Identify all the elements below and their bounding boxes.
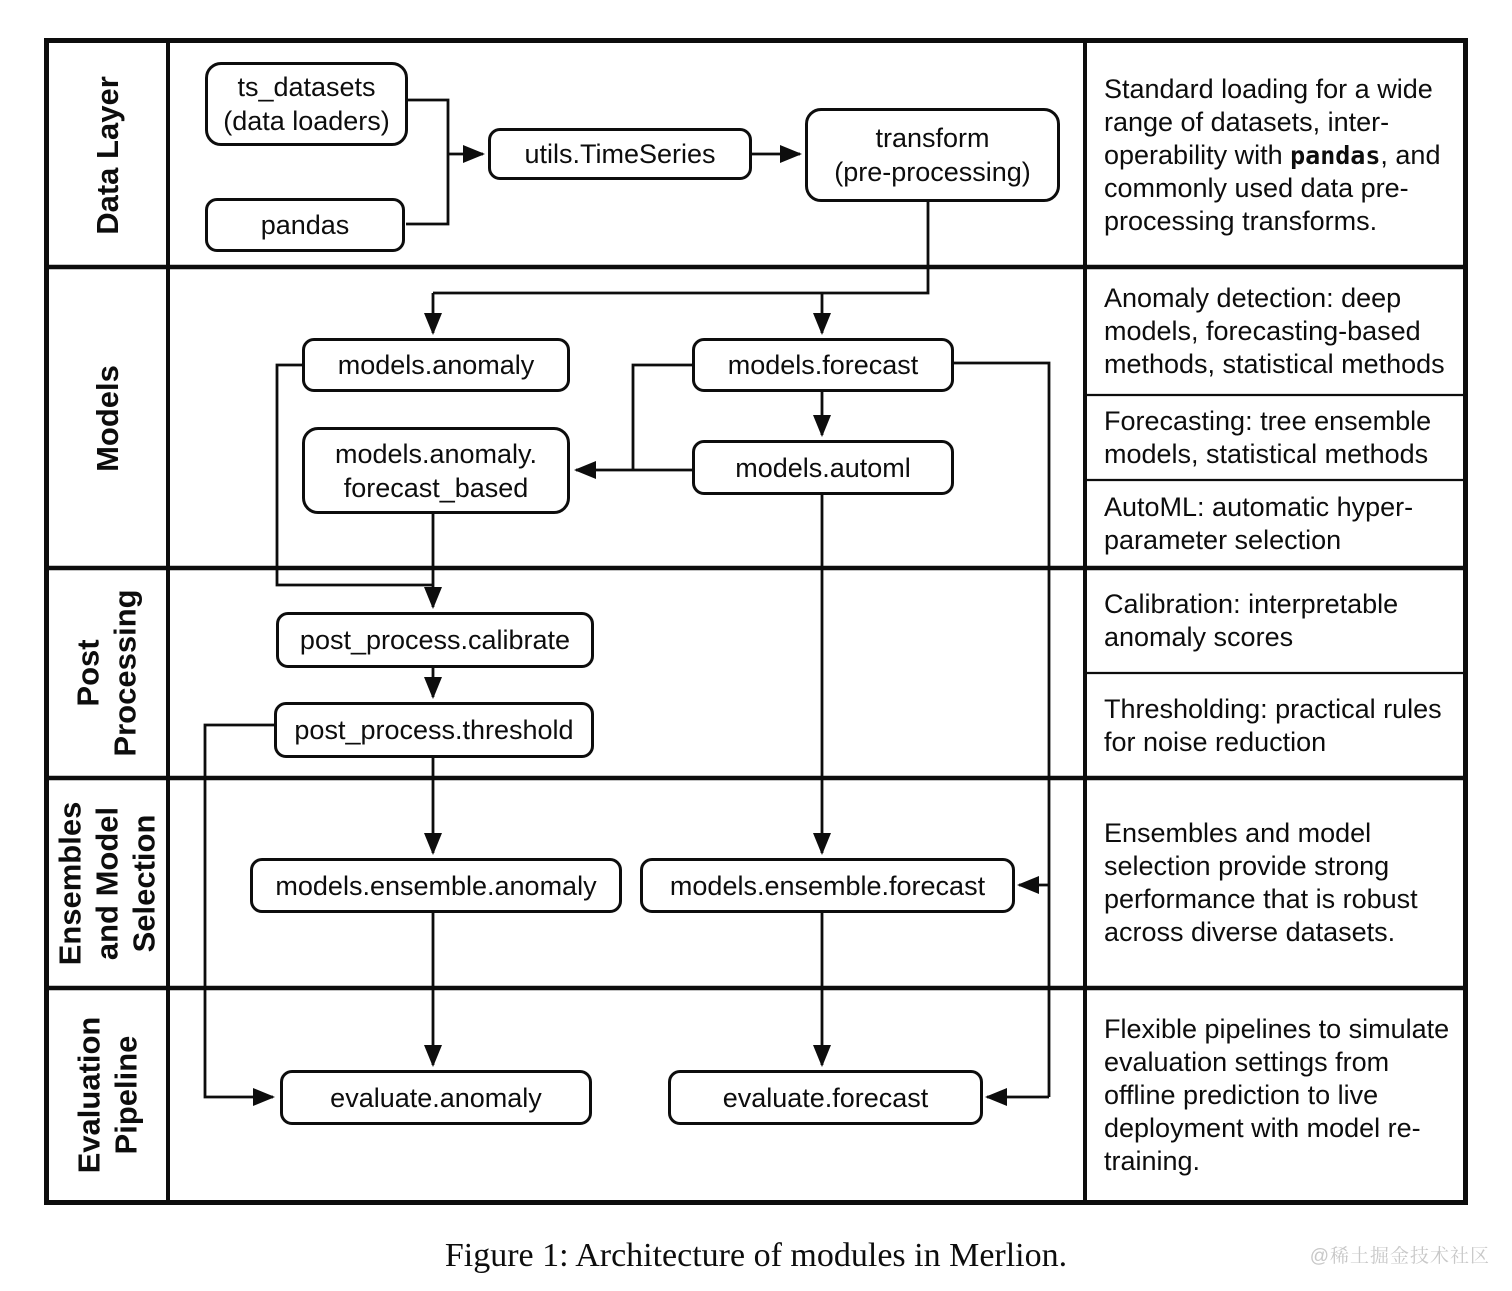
node-label: utils.TimeSeries bbox=[524, 139, 716, 169]
node-label: ts_datasets bbox=[237, 72, 376, 102]
note-text: Calibration: interpretable anomaly scores bbox=[1104, 588, 1399, 652]
note-text-segment: , and commonly used data pre-processing transforms. bbox=[1104, 139, 1441, 236]
row-label-text bbox=[89, 76, 126, 235]
node-label: (data loaders) bbox=[223, 106, 390, 136]
row-label-line: Evaluation bbox=[71, 1016, 107, 1174]
note-text: Anomaly detection: deep models, forecasting-based methods, statistical methods bbox=[1104, 283, 1445, 379]
note-forecasting bbox=[1086, 395, 1464, 480]
node-label: transform bbox=[875, 123, 990, 153]
node-label: forecast_based bbox=[343, 472, 529, 503]
watermark-text: @稀土掘金技术社区 bbox=[1309, 1246, 1490, 1267]
node-utils-timeseries bbox=[488, 128, 752, 180]
row-label-text bbox=[70, 589, 144, 756]
edge-merge-ts-pandas bbox=[406, 100, 448, 224]
node-label: evaluate.forecast bbox=[722, 1082, 929, 1113]
row-label-line: Selection bbox=[126, 814, 162, 952]
node-post-process-threshold bbox=[274, 702, 594, 758]
node-models-ensemble-anomaly bbox=[250, 858, 622, 913]
node-label: models.ensemble.forecast bbox=[669, 870, 986, 901]
note-text-segment: Standard loading for a wide range of datasets, inter-operability with bbox=[1104, 73, 1433, 170]
note-thresholding bbox=[1086, 673, 1464, 778]
note-anomaly-detection bbox=[1086, 268, 1464, 395]
row-label-line: Processing bbox=[108, 589, 143, 757]
row-label-line: Pipeline bbox=[108, 1035, 144, 1155]
node-label: models.anomaly bbox=[337, 350, 535, 380]
note-text bbox=[1104, 73, 1454, 238]
node-post-process-calibrate bbox=[276, 612, 594, 668]
node-models-automl bbox=[692, 440, 954, 495]
row-label-text bbox=[52, 801, 163, 965]
row-label-evaluation-pipeline bbox=[46, 988, 168, 1202]
node-models-anomaly bbox=[302, 338, 570, 392]
note-automl bbox=[1086, 480, 1464, 568]
row-label-line: Post bbox=[71, 639, 106, 707]
node-pandas bbox=[205, 198, 405, 252]
node-label: evaluate.anomaly bbox=[330, 1082, 542, 1113]
edge-forecast-to-forecast-based bbox=[633, 365, 692, 470]
note-data-layer bbox=[1086, 43, 1464, 267]
node-ts-datasets bbox=[205, 62, 408, 146]
note-text: Ensembles and model selection provide strong performance that is robust across diverse datasets. bbox=[1104, 818, 1418, 947]
row-label-text bbox=[70, 1017, 144, 1174]
row-label-text bbox=[88, 365, 125, 472]
node-label: models.anomaly. bbox=[334, 438, 538, 469]
node-evaluate-anomaly bbox=[280, 1070, 592, 1125]
note-evaluation bbox=[1086, 988, 1464, 1202]
row-label-ensembles-and-model-selection bbox=[46, 778, 168, 988]
note-text: Thresholding: practical rules for noise reduction bbox=[1104, 693, 1442, 757]
note-ensembles bbox=[1086, 778, 1464, 988]
node-label: post_process.threshold bbox=[294, 715, 574, 745]
node-label: models.forecast bbox=[727, 350, 919, 380]
node-models-anomaly-forecast-based bbox=[302, 427, 570, 514]
node-label: models.ensemble.anomaly bbox=[275, 870, 597, 901]
row-label-post-processing bbox=[46, 568, 168, 778]
node-label: (pre-processing) bbox=[834, 157, 1031, 187]
row-label-line: Ensembles bbox=[52, 801, 88, 965]
note-calibration bbox=[1086, 568, 1464, 673]
node-label: post_process.calibrate bbox=[299, 625, 571, 655]
node-label: models.automl bbox=[735, 452, 911, 483]
note-text: Flexible pipelines to simulate evaluation settings from offline prediction to live deployment with model re-training. bbox=[1104, 1013, 1450, 1176]
note-text-pandas: pandas bbox=[1290, 140, 1381, 170]
note-text: Forecasting: tree ensemble models, statistical methods bbox=[1104, 405, 1432, 469]
note-text: AutoML: automatic hyper-parameter selection bbox=[1104, 492, 1414, 555]
row-label-models bbox=[46, 268, 168, 568]
node-transform bbox=[805, 108, 1060, 202]
figure-caption: Figure 1: Architecture of modules in Merlion. bbox=[444, 1237, 1068, 1274]
row-label-line: and Model bbox=[89, 806, 125, 960]
row-label-line: Data Layer bbox=[89, 75, 125, 235]
edge-transform-split bbox=[433, 202, 928, 293]
row-label-data-layer bbox=[46, 43, 168, 267]
row-label-line: Models bbox=[89, 364, 125, 472]
node-models-ensemble-forecast bbox=[640, 858, 1015, 913]
node-label: pandas bbox=[260, 210, 350, 240]
node-evaluate-forecast bbox=[668, 1070, 983, 1125]
node-models-forecast bbox=[692, 338, 954, 392]
